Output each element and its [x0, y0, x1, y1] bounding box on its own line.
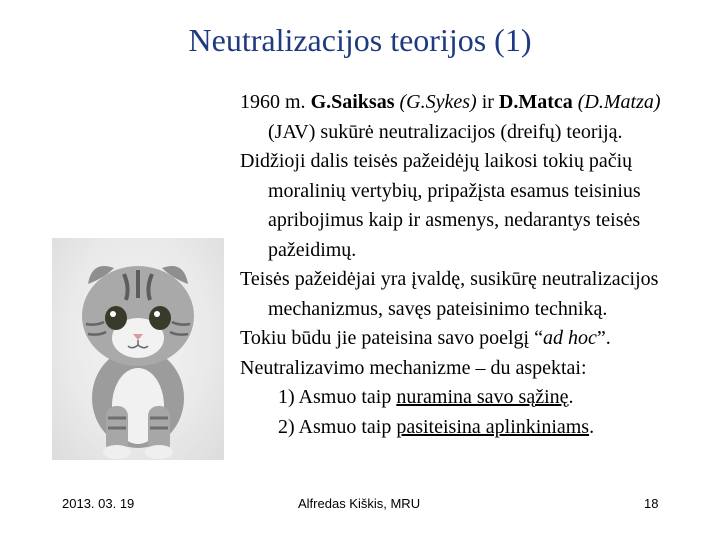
- text-and: ir: [476, 91, 499, 113]
- author-matza-original: (D.Matza): [572, 91, 661, 113]
- aspect-item-2: [240, 413, 700, 443]
- slide-title-main: Neutralizacijos teorijos: [188, 22, 487, 58]
- kitten-icon: [52, 238, 224, 460]
- aspect-1-period: .: [568, 386, 574, 408]
- kitten-photo: [52, 238, 224, 460]
- footer-author: Alfredas Kiškis, MRU: [298, 496, 421, 511]
- slide-title: [0, 22, 720, 59]
- footer-page-number: 18: [644, 496, 659, 511]
- text-ad-hoc: ad hoc: [542, 327, 597, 349]
- text-year: 1960 m.: [240, 91, 311, 113]
- aspect-item-1: [240, 383, 700, 413]
- aspect-2-underlined: pasiteisina aplinkiniams: [396, 415, 590, 438]
- paragraph-origin: [240, 88, 700, 147]
- paragraph-mechanisms: Teisės pažeidėjai yra įvaldę, susikūrę neutralizacijos mechanizmus, savęs pateisinimo techniką.: [240, 268, 659, 320]
- aspect-1-prefix: 1) Asmuo taip: [278, 386, 397, 408]
- aspect-2-prefix: 2) Asmuo taip: [278, 415, 397, 438]
- aspect-2-period: .: [589, 415, 595, 438]
- author-sykes: G.Saiksas: [310, 91, 395, 113]
- paragraph-values: Didžioji dalis teisės pažeidėjų laikosi tokių pačių moralinių vertybių, pripažįsta esamus teisinius apribojimus kaip ir asmenys, nedarantys teisės pažeidimų.: [240, 150, 641, 261]
- text-quote-end: ”.: [596, 327, 611, 349]
- slide-title-number: (1): [494, 22, 532, 58]
- text-justify: Tokiu būdu jie pateisina savo poelgį “: [240, 327, 543, 349]
- text-theory: (JAV) sukūrė neutralizacijos (dreifų) teoriją.: [268, 120, 623, 143]
- paragraph-ad-hoc: [240, 324, 700, 354]
- slide-body: [240, 88, 700, 442]
- paragraph-aspects: Neutralizavimo mechanizme – du aspektai:: [240, 356, 587, 379]
- aspect-1-underlined: nuramina savo sąžinę: [396, 386, 569, 408]
- author-sykes-original: (G.Sykes): [394, 91, 477, 113]
- footer-date: 2013. 03. 19: [62, 496, 135, 511]
- author-matza: D.Matca: [498, 91, 573, 113]
